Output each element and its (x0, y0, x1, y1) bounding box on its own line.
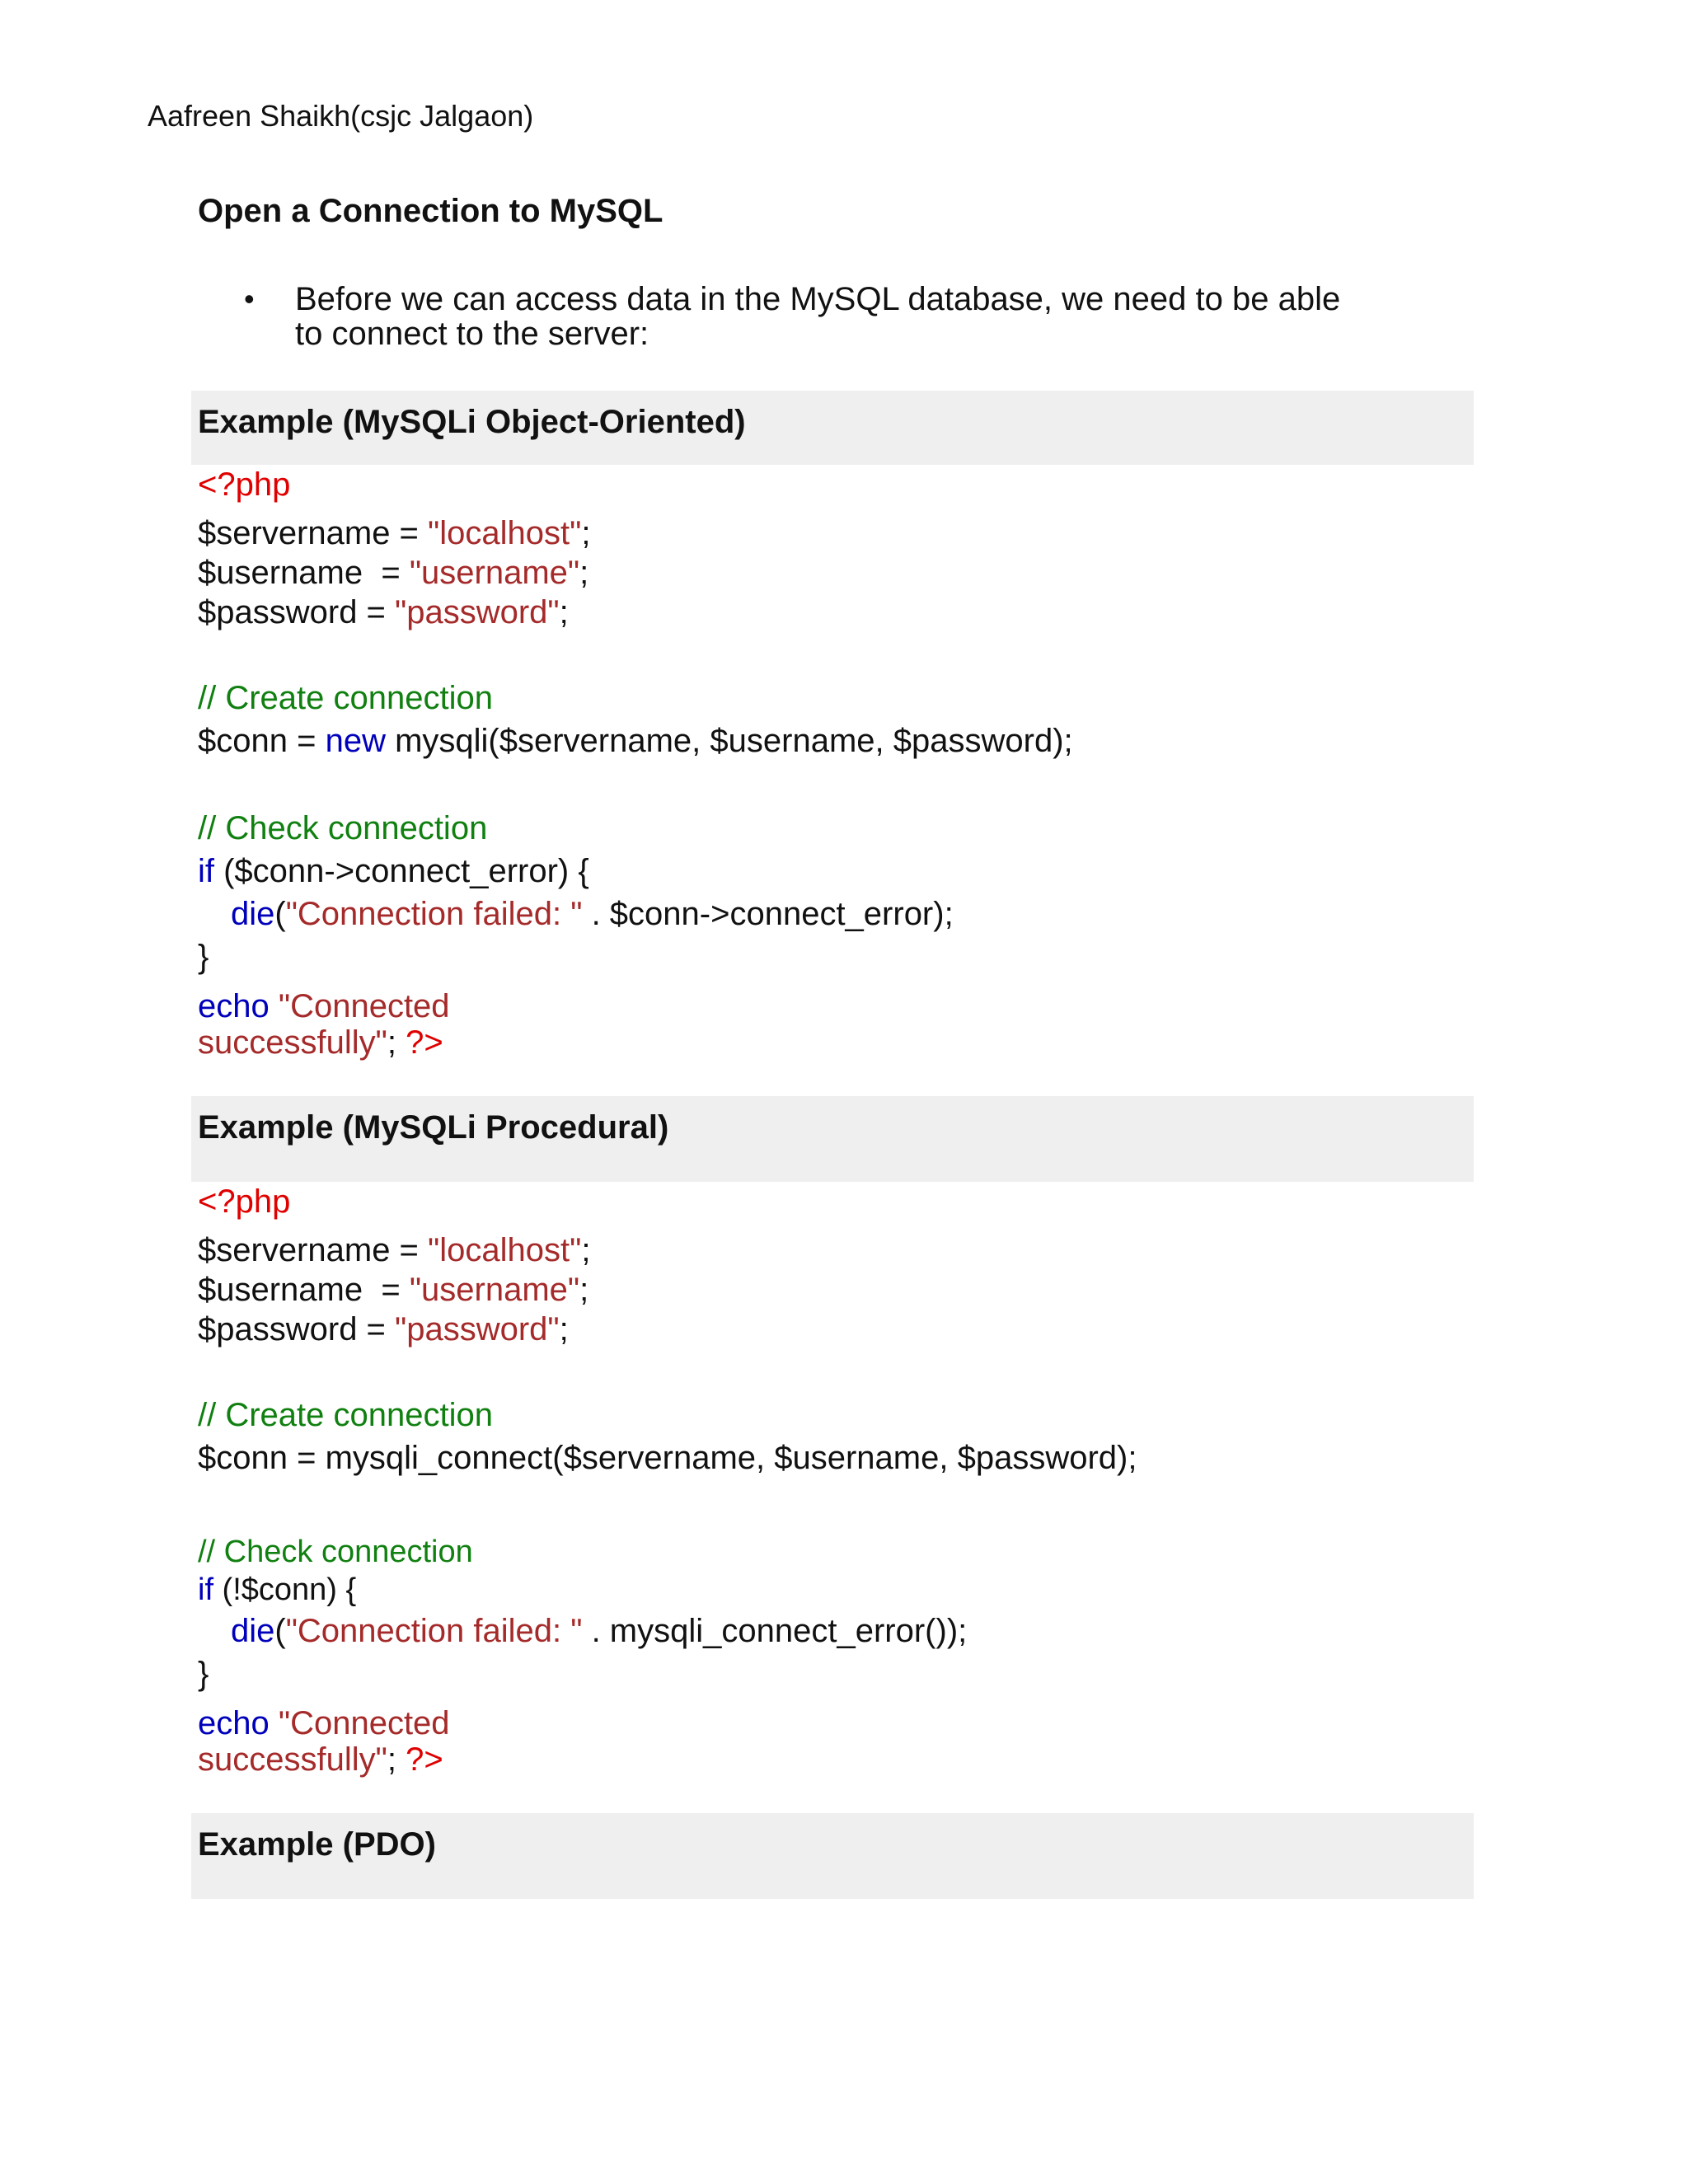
code-keyword: echo (198, 1705, 270, 1741)
code-keyword: die (231, 1613, 275, 1649)
code-line (198, 1741, 443, 1779)
code-text: ; (559, 1311, 569, 1347)
bullet-line: Before we can access data in the MySQL database, we need to be able (295, 281, 1341, 317)
code-comment: // Check connection (198, 810, 488, 846)
bullet-line: to connect to the server: (295, 316, 649, 352)
code-text: mysqli($servername, $username, $password); (385, 723, 1073, 759)
code-line (231, 1613, 967, 1650)
code-text: $username = (198, 555, 410, 591)
example-title-pdo: Example (PDO) (198, 1826, 436, 1863)
code-line (198, 466, 290, 504)
code-line (198, 1232, 590, 1269)
code-line (198, 1705, 450, 1742)
code-string: "localhost" (428, 1232, 582, 1268)
code-text: ; (579, 555, 589, 591)
example-box-oo (191, 391, 1474, 465)
code-string: "Connected (278, 988, 450, 1024)
page-title: Open a Connection to MySQL (198, 193, 663, 229)
code-line (198, 988, 450, 1025)
code-text: ; (579, 1272, 589, 1308)
code-text: $password = (198, 1311, 396, 1347)
code-line (198, 515, 590, 552)
code-keyword: new (325, 723, 386, 759)
code-string: "password" (395, 1311, 560, 1347)
example-title-oo: Example (MySQLi Object-Oriented) (198, 404, 746, 440)
code-text: ; (581, 1232, 591, 1268)
code-text: (!$conn) { (213, 1572, 357, 1607)
code-keyword: die (231, 896, 275, 932)
code-comment: // Check connection (198, 1535, 473, 1569)
code-line (198, 555, 588, 592)
code-keyword: if (198, 853, 214, 889)
code-string: successfully" (198, 1741, 387, 1778)
code-keyword: if (198, 1572, 213, 1607)
code-text: ; (387, 1741, 396, 1778)
code-line: $conn = mysqli_connect($servername, $username, $password); (198, 1440, 1137, 1476)
code-line: } (198, 1656, 209, 1692)
example-box-pdo (191, 1813, 1474, 1899)
code-keyword: echo (198, 988, 270, 1024)
code-text: ( (274, 896, 286, 932)
php-open-tag: <?php (198, 1183, 291, 1220)
code-string: "Connected (278, 1705, 450, 1741)
code-text: $servername = (198, 515, 429, 551)
code-text: ; (581, 515, 591, 551)
example-title-procedural: Example (MySQLi Procedural) (198, 1109, 669, 1146)
php-close-tag: ?> (406, 1024, 443, 1061)
code-text: . mysqli_connect_error()); (582, 1613, 968, 1649)
code-line (198, 853, 589, 890)
code-line (231, 896, 954, 933)
code-comment: // Create connection (198, 1397, 493, 1433)
code-line (198, 1024, 443, 1062)
code-text: . $conn->connect_error); (582, 896, 954, 932)
code-text: $password = (198, 594, 396, 630)
code-line (198, 1311, 569, 1348)
code-text: $servername = (198, 1232, 429, 1268)
php-open-tag: <?php (198, 466, 291, 503)
code-text: $conn = (198, 723, 326, 759)
code-line (198, 1183, 290, 1221)
code-line (198, 594, 569, 631)
code-string: "Connection failed: " (285, 1613, 583, 1649)
code-string: "username" (409, 555, 580, 591)
code-text: $username = (198, 1272, 410, 1308)
code-line: } (198, 939, 209, 975)
php-close-tag: ?> (406, 1741, 443, 1778)
code-string: "username" (409, 1272, 580, 1308)
code-string: successfully" (198, 1024, 387, 1061)
code-line (198, 1572, 356, 1608)
code-text: ; (559, 594, 569, 630)
bullet-marker: • (244, 282, 255, 316)
code-text: ; (387, 1024, 396, 1061)
code-comment: // Create connection (198, 680, 493, 716)
code-line (198, 723, 1073, 760)
code-line (198, 1272, 588, 1309)
code-string: "localhost" (428, 515, 582, 551)
bullet-text (295, 282, 1432, 351)
example-box-procedural (191, 1096, 1474, 1182)
code-text: ($conn->connect_error) { (214, 853, 589, 889)
code-string: "Connection failed: " (285, 896, 583, 932)
code-text: ( (274, 1613, 286, 1649)
author-header: Aafreen Shaikh(csjc Jalgaon) (148, 99, 534, 133)
code-string: "password" (395, 594, 560, 630)
